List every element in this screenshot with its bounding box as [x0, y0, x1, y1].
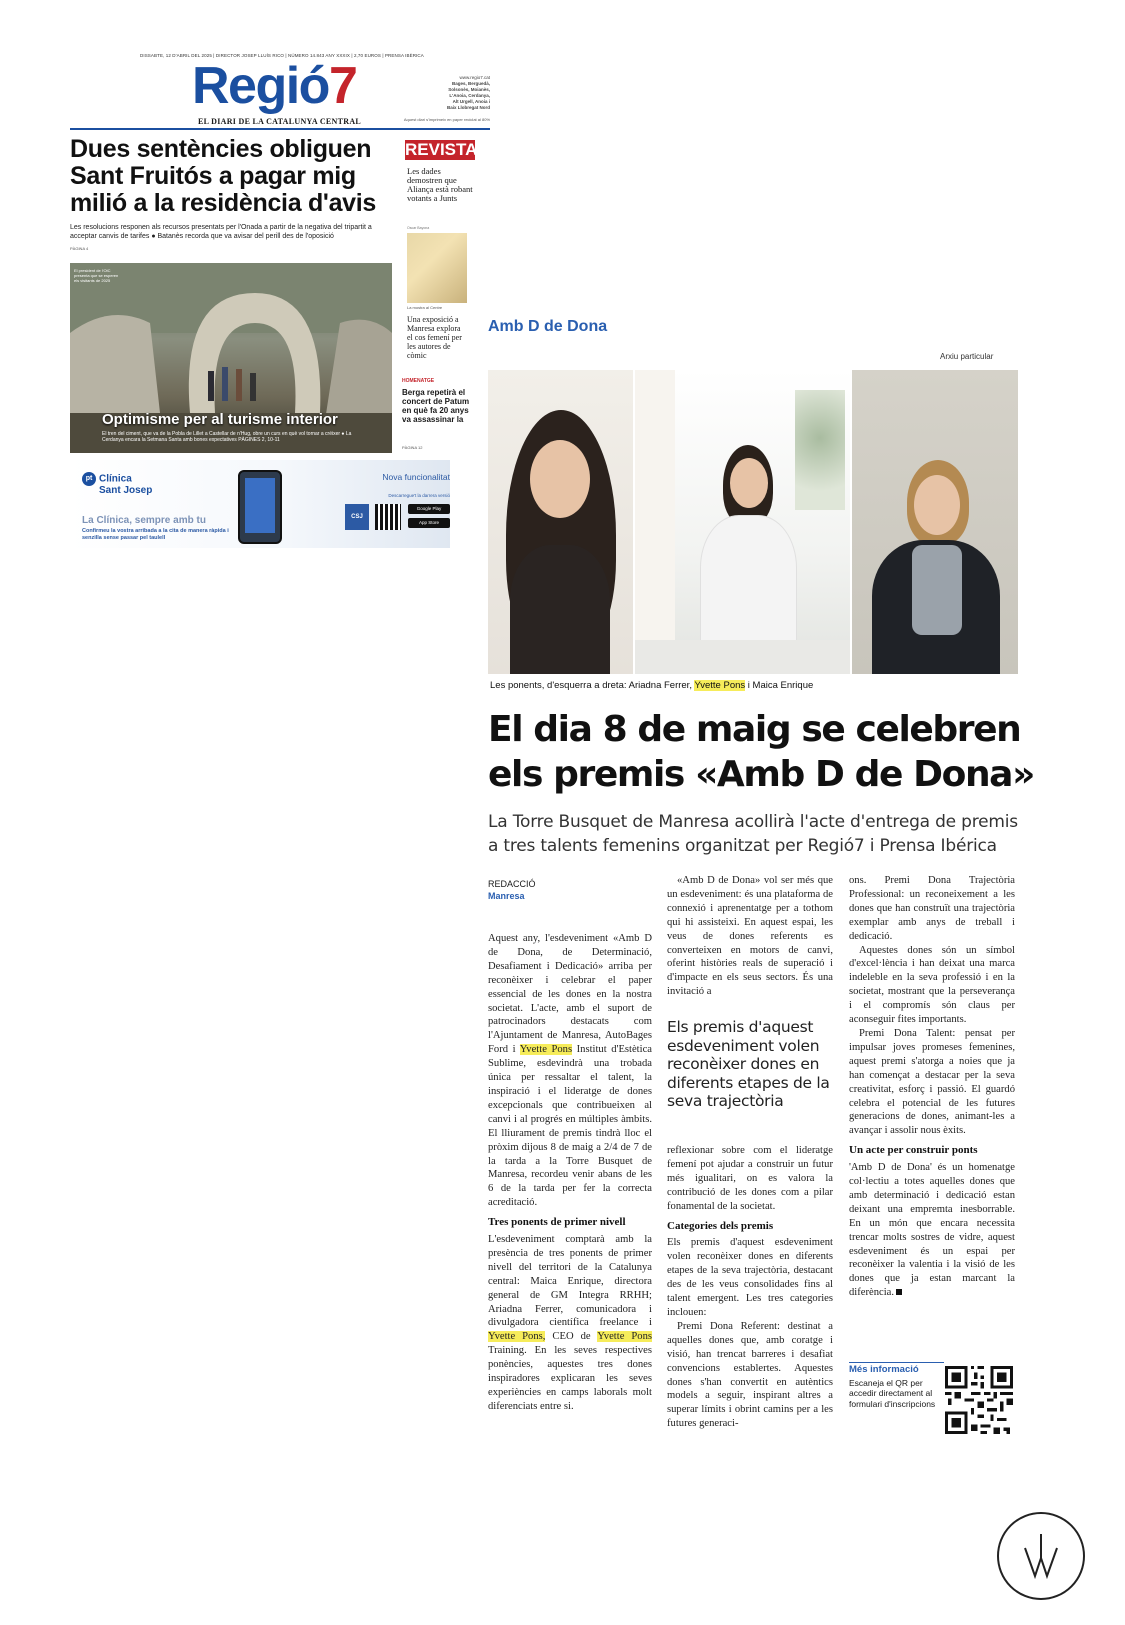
front-photo-rock-arch — [70, 263, 392, 453]
highlight-name: Yvette Pons — [694, 680, 746, 691]
google-play-badge: Google Play — [408, 504, 450, 514]
region-line: Solsonès, Moianès, — [448, 87, 490, 92]
ad-small-text: Confirmeu la vostra arribada a la cita de manera ràpida i senzilla sense passar pel taulell — [82, 528, 229, 541]
byline-city: Manresa — [488, 891, 525, 901]
brand-logo-icon — [997, 1512, 1085, 1600]
paragraph: reflexionar sobre com el lideratge femení pot ajudar a construir un futur més igualitari, on es valora la contribució de les dones com a pilar fonamental de la societat. — [667, 1145, 833, 1212]
region-line: Alt Urgell, Anoia i — [452, 99, 490, 104]
subheading: Tres ponents de primer nivell — [488, 1216, 626, 1229]
masthead-rule — [70, 128, 490, 130]
photo-ariadna-ferrer — [488, 370, 633, 674]
byline-label: REDACCIÓ — [488, 879, 536, 889]
region-line: Bages, Berguedà, — [451, 81, 490, 86]
paragraph — [488, 932, 652, 1210]
paragraph: Els premis d'aquest esdeveniment volen reconèixer dones en diferents etapes de la seva trajectòria, destacant des de les veus consolidades fins al talent emergent. Les tres categories inclouen: — [667, 1237, 833, 1318]
subheading: Categories dels premis — [667, 1219, 774, 1232]
homenatge-teaser: Berga repetirà el concert de Patum en què fa 20 anys va assassinar la — [402, 388, 470, 424]
caption-text-end: i Maica Enrique — [745, 680, 814, 691]
pull-quote: Els premis d'aquest esdeveniment volen reconèixer dones en diferents etapes de la seva trajectòria — [667, 1018, 830, 1110]
qr-code-icon[interactable] — [945, 1366, 1013, 1434]
article-column-3 — [849, 874, 1015, 1300]
clinic-name-1: Clínica — [99, 473, 132, 485]
photo-maica-enrique — [852, 370, 1018, 674]
region-line: www.regio7.cat — [459, 75, 490, 80]
article-column-2-cont — [667, 1144, 833, 1431]
paragraph-text: 'Amb D de Dona' és un homenatge col·lectiu a totes aquelles dones que amb determinació i dedicació estan deixant una empremta inesborrable. En un món que encara necessita trencar molts sostres de vidre, aquest esdeveniment és un espai per reconèixer la valentia i la visió de les dones que ja estan marcant la diferència. — [849, 1162, 1015, 1299]
regions-list — [435, 75, 490, 111]
paragraph: Premi Dona Talent: pensat per impulsar joves promeses femenines, aquest premi s'atorga a noies que ja han començat a destacar per la seva creativitat, esforç i passió. El guardó celebra el potencial de les futures generacions de dones, animant-les a avançar i assolir nous èxits. — [849, 1027, 1015, 1137]
clinic-name-2: Sant Josep — [99, 485, 153, 496]
front-topline: DISSABTE, 12 D'ABRIL DEL 2025 | DIRECTOR JOSEP LLUÍS RICO | NÚMERO 14.843 ANY XXXIX | 2,70 EUROS | PRENSA IBÈRICA — [140, 53, 424, 58]
front-photo-note: El president de l'OIC presenta que se esperen els visitants de 2025 — [74, 268, 119, 283]
highlight-name: Yvette Pons, — [488, 1331, 546, 1343]
subheading: Un acte per construir ponts — [849, 1144, 978, 1157]
article-column-2 — [667, 874, 833, 999]
front-top-note: Aquest diari s'imprimeix en paper reciclat al 80% — [403, 117, 490, 122]
paragraph-text: Aquest any, l'esdeveniment «Amb D de Dona, de Determinació, Desafiament i Dedicació» arriba per reconèixer i celebrar el paper essencial de les dones en la nostra societat. L'acte, amb el suport de patrocinadors destacats com l'Ajuntament de Manresa, AutoBages Ford i — [488, 933, 652, 1056]
newspaper-logo — [192, 57, 357, 115]
photo-yvette-pons — [635, 370, 850, 674]
photo-credit: Arxiu particular — [940, 352, 994, 361]
article-subhead: La Torre Busquet de Manresa acollirà l'acte d'entrega de premis a tres talents femenins organitzat per Regió7 i Prensa Ibérica — [488, 812, 1018, 856]
front-photo-subcaption: El tren del ciment, que va de la Pobla de Lillet a Castellar de n'Hug, obre un curs en què vol tornar a créixer ● La Cerdanya encara la Setmana Santa amb bones expectatives PÀGINES 2, 10-11 — [102, 431, 352, 443]
revista-label: REVISTA — [405, 140, 478, 159]
logo-seven: 7 — [328, 57, 357, 115]
ad-slogan: La Clínica, sempre amb tu — [82, 515, 206, 526]
photo-caption — [490, 680, 813, 691]
homenatge-page-ref: PÀGINA 12 — [402, 445, 423, 450]
paragraph: «Amb D de Dona» vol ser més que un esdeveniment: és una plataforma de connexió i aprenentatge per a tothom qui hi assisteixi. En aquest espai, les veus de dones referents es converteixen en motors de canvi, oferint històries reals de superació i d'impacte en els seus sectors. És una invitació a — [667, 875, 833, 998]
paragraph — [849, 1161, 1015, 1300]
clinic-logo — [82, 472, 152, 496]
article-headline: El dia 8 de maig se celebren els premis «Amb D de Dona» — [488, 709, 1034, 795]
ad-download: Descarregue't la darrera versió — [388, 493, 450, 498]
front-subhead: Les resolucions responen als recursos presentats per l'Onada a partir de la negativa del tripartit a acceptar canvis de tarifes ● Batanès recorda que va avisar del perill des de l'oposició — [70, 224, 372, 240]
region-line: L'Anoia, Cerdanya, — [449, 93, 490, 98]
paragraph-text: CEO de — [545, 1331, 598, 1343]
front-page-ref: PÀGINA 4 — [70, 246, 89, 251]
revista-image-caption: La mostra al Centre — [407, 305, 443, 310]
paragraph: ons. Premi Dona Trajectòria Professional: un reconeixement a les dones que han construït una trajectòria exemplar amb anys de treball i dedicació. — [849, 875, 1015, 942]
paragraph — [488, 1233, 652, 1414]
clinic-advertisement — [70, 460, 450, 548]
newspaper-tagline: EL DIARI DE LA CATALUNYA CENTRAL — [198, 117, 362, 126]
highlight-name: Yvette Pons — [519, 1044, 573, 1056]
revista-image — [407, 233, 467, 303]
ad-new-feature: Nova funcionalitat — [382, 472, 450, 482]
front-page-thumbnail — [70, 50, 490, 570]
paragraph-text: Training. En les seves respectives ponències, aquestes tres dones inspiradores explicaran les seves experiències en camps laborals molt diferenciats entre si. — [488, 1345, 652, 1412]
revista-teaser: Les dades demostren que Aliança està robant votants a Junts — [407, 166, 473, 203]
revista-credit: Oscar Bayona — [407, 226, 430, 230]
region-line: Baix Llobregat Nord — [446, 105, 490, 110]
more-info-title: Més informació — [849, 1362, 944, 1376]
clinic-logo-icon: pt — [82, 472, 96, 486]
csj-badge: CSJ — [345, 504, 369, 530]
end-of-article-icon — [896, 1289, 902, 1295]
ad-qr-code — [375, 504, 401, 530]
front-headline: Dues sentències obliguen Sant Fruitós a pagar mig milió a la residència d'avis — [70, 135, 377, 217]
section-kicker: Amb D de Dona — [488, 318, 608, 335]
more-info-text: Escaneja el QR per accedir directament al formulari d'inscripcions — [849, 1377, 936, 1409]
phone-icon — [238, 470, 282, 544]
highlight-name: Yvette Pons — [597, 1331, 652, 1343]
paragraph: Aquestes dones són un símbol d'excel·lència i han deixat una marca indeleble en la seva professió i en la societat, mostrant que la perseverança i el compromís són claus per aconseguir fites importants. — [849, 944, 1015, 1026]
article-column-1 — [488, 932, 652, 1414]
revista-teaser-2: Una exposició a Manresa explora el cos femení per les autores de còmic — [407, 315, 462, 360]
byline — [488, 878, 536, 902]
homenatge-label: HOMENATGE — [402, 378, 435, 384]
logo-text: Regió — [192, 57, 329, 115]
front-photo-caption: Optimisme per al turisme interior — [102, 411, 338, 428]
paragraph-text: L'esdeveniment comptarà amb la presència de tres ponents de primer nivell del territori de la Catalunya central: Maica Enrique, directora general de GM Integra RRHH; Ariadna Ferrer, comunicadora i divulgadora científica freelance i — [488, 1234, 652, 1329]
caption-text: Les ponents, d'esquerra a dreta: Ariadna Ferrer, — [490, 680, 695, 691]
paragraph-text: Institut d'Estètica Sublime, esdevindrà una trobada única per ressaltar el talent, la inspiració i el lideratge de dones excepcionals que contribueixen al canvi i al progrés en múltiples àmbits. El lliurament de premis tindrà lloc el pròxim dijous 8 de maig a 2/4 de 7 de la tarda a la Torre Busquet de Manresa, recordeu venir abans de les 6 de la tarda per fer la correcta acreditació. — [488, 1044, 652, 1209]
paragraph: Premi Dona Referent: destinat a aquelles dones que, amb coratge i visió, han trencat barreres i desafiat convencions establertes. Aquestes dones s'han convertit en autèntics models a seguir, inspirant altres a superar límits i obrint camins per a les futures generaci- — [667, 1320, 833, 1430]
app-store-badge: App Store — [408, 518, 450, 528]
more-info-box — [849, 1362, 944, 1409]
